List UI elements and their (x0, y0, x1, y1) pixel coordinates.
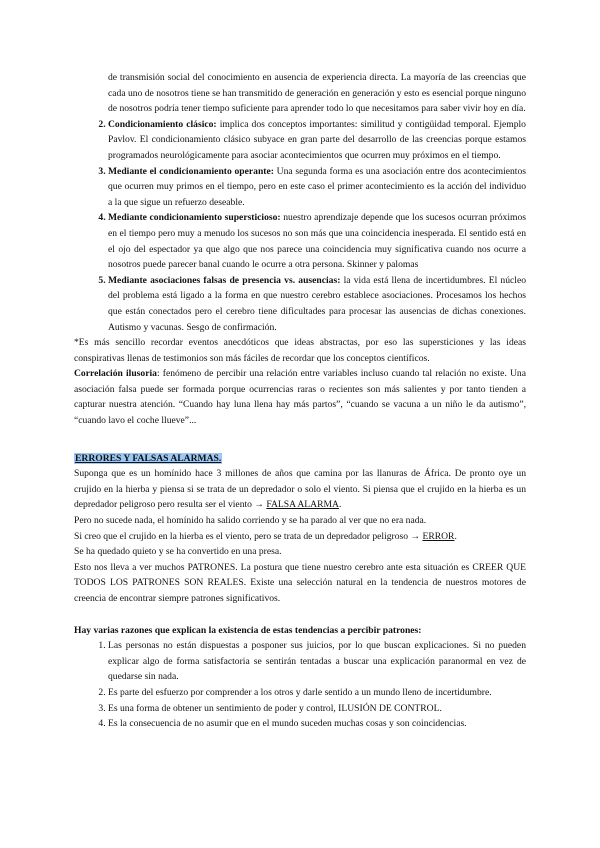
correlation-title: Correlación ilusoria (74, 368, 157, 380)
list-item (108, 210, 526, 272)
item-title: Condicionamiento clásico: (108, 118, 217, 130)
wind-paragraph (74, 529, 526, 545)
list-item (108, 273, 526, 335)
item-title: Mediante el condicionamiento operante: (108, 165, 274, 177)
continued-paragraph: de transmisión social del conocimiento en ausencia de experiencia directa. La mayoría de las creencias que cada uno de nosotros tiene se han transmitido de generación en generación y esto es esencial porque ninguno de nosotros podría tener tiempo suficiente para aprender todo lo que necesitamos para saber vivir hoy en día. (108, 72, 526, 115)
document-page (74, 0, 526, 732)
list-item: 1. Las personas no están dispuestas a posponer sus juicios, por lo que buscan explicaciones. Si no pueden explicar algo de forma satisfactoria se sentirán tentadas a buscar una explicación paranormal en vez de quedarse sin nada. (108, 638, 526, 685)
list-item: 3. Es una forma de obtener un sentimiento de poder y control, ILUSIÓN DE CONTROL. (108, 701, 526, 717)
list-item (108, 117, 526, 164)
item-text: Una segunda forma es una asociación entre dos acontecimientos que ocurren muy primos en el tiempo, pero en este caso el primer acontecimiento es la acción del individuo a la que sigue un refuerzo deseable. (108, 165, 526, 208)
prey-paragraph: Se ha quedado quieto y se ha convertido en una presa. (74, 546, 282, 558)
nothing-happens-paragraph: Pero no sucede nada, el homínido ha salido corriendo y se ha parado al ver que no era nada. (74, 515, 427, 527)
list-item (108, 164, 526, 211)
false-alarm-term: FALSA ALARMA (266, 499, 339, 511)
mechanisms-list (74, 117, 526, 335)
wind-text-end: . (454, 530, 457, 542)
section-heading-row (74, 451, 526, 467)
hominid-paragraph (74, 466, 526, 513)
error-term: ERROR (422, 530, 455, 542)
item-text: implica dos conceptos importantes: similitud y contigüidad temporal. Ejemplo Pavlov. El condicionamiento clásico subyace en gran parte del desarrollo de las creencias porque estamos programados neurológicamente para asociar acontecimientos que ocurren muy próximos en el tiempo. (108, 118, 526, 161)
item-title: Mediante condicionamiento supersticioso: (108, 212, 281, 224)
list-item: 4. Es la consecuencia de no asumir que en el mundo suceden muchas cosas y son coincidencias. (108, 716, 526, 732)
hominid-text: Suponga que es un homínido hace 3 millones de años que camina por las llanuras de África. De pronto oye un crujido en la hierba y piensa si se trata de un depredador o solo el viento. Si piensa que el crujido en la hierba es un depredador peligroso pero resulta ser el viento → (74, 468, 526, 511)
list-item: 2. Es parte del esfuerzo por comprender a los otros y darle sentido a un mundo lleno de incertidumbre. (108, 685, 526, 701)
reasons-title-text: Hay varias razones que explican la existencia de estas tendencias a percibir patrones: (74, 624, 422, 636)
note-paragraph: *Es más sencillo recordar eventos anecdóticos que ideas abstractas, por eso las supersticiones y las ideas conspirativas llenas de testimonios son más fáciles de recordar que los conceptos científicos. (74, 337, 526, 364)
item-text: la vida está llena de incertidumbres. El núcleo del problema está ligado a la forma en que nuestro cerebro establece asociaciones. Procesamos los hechos que están conectados pero el cerebro tiene dificultades para procesar las ausencias de dichas conexiones. Autismo y vacunas. Sesgo de confirmación. (108, 274, 526, 333)
reasons-title (74, 623, 526, 639)
wind-text: Si creo que el crujido en la hierba es el viento, pero se trata de un depredador peligroso → (74, 530, 423, 542)
hominid-text-end: . (338, 499, 342, 511)
item-text: nuestro aprendizaje depende que los sucesos ocurran próximos en el tiempo pero muy a menudo los sucesos no son más que una coincidencia inesperada. El sentido está en el ojo del espectador ya que algo que nos parece una coincidencia muy significativa cuando nos ocurre a nosotros puede parecer banal cuando le ocurre a otra persona. Skinner y palomas (108, 212, 526, 271)
item-title: Mediante asociaciones falsas de presencia vs. ausencias: (108, 274, 341, 286)
section-heading: ERRORES Y FALSAS ALARMAS. (75, 452, 222, 464)
correlation-text: : fenómeno de percibir una relación entre variables incluso cuando tal relación no existe. Una asociación falsa puede ser formada porque ocurrencias raras o recientes son más salientes y por tanto tienden a capturar nuestra atención. “Cuando hay luna llena hay más partos”, “cuando se vacuna a un niño le da autismo”, “cuando lavo el coche llueve”... (74, 368, 526, 427)
reasons-list (74, 638, 526, 732)
correlation-paragraph (74, 366, 526, 428)
patterns-paragraph: Esto nos lleva a ver muchos PATRONES. La postura que tiene nuestro cerebro ante esta situación es CREER QUE TODOS LOS PATRONES SON REALES. Existe una selección natural en la tendencia de nuestros motores de creencia de encontrar siempre patrones significativos. (74, 561, 526, 604)
